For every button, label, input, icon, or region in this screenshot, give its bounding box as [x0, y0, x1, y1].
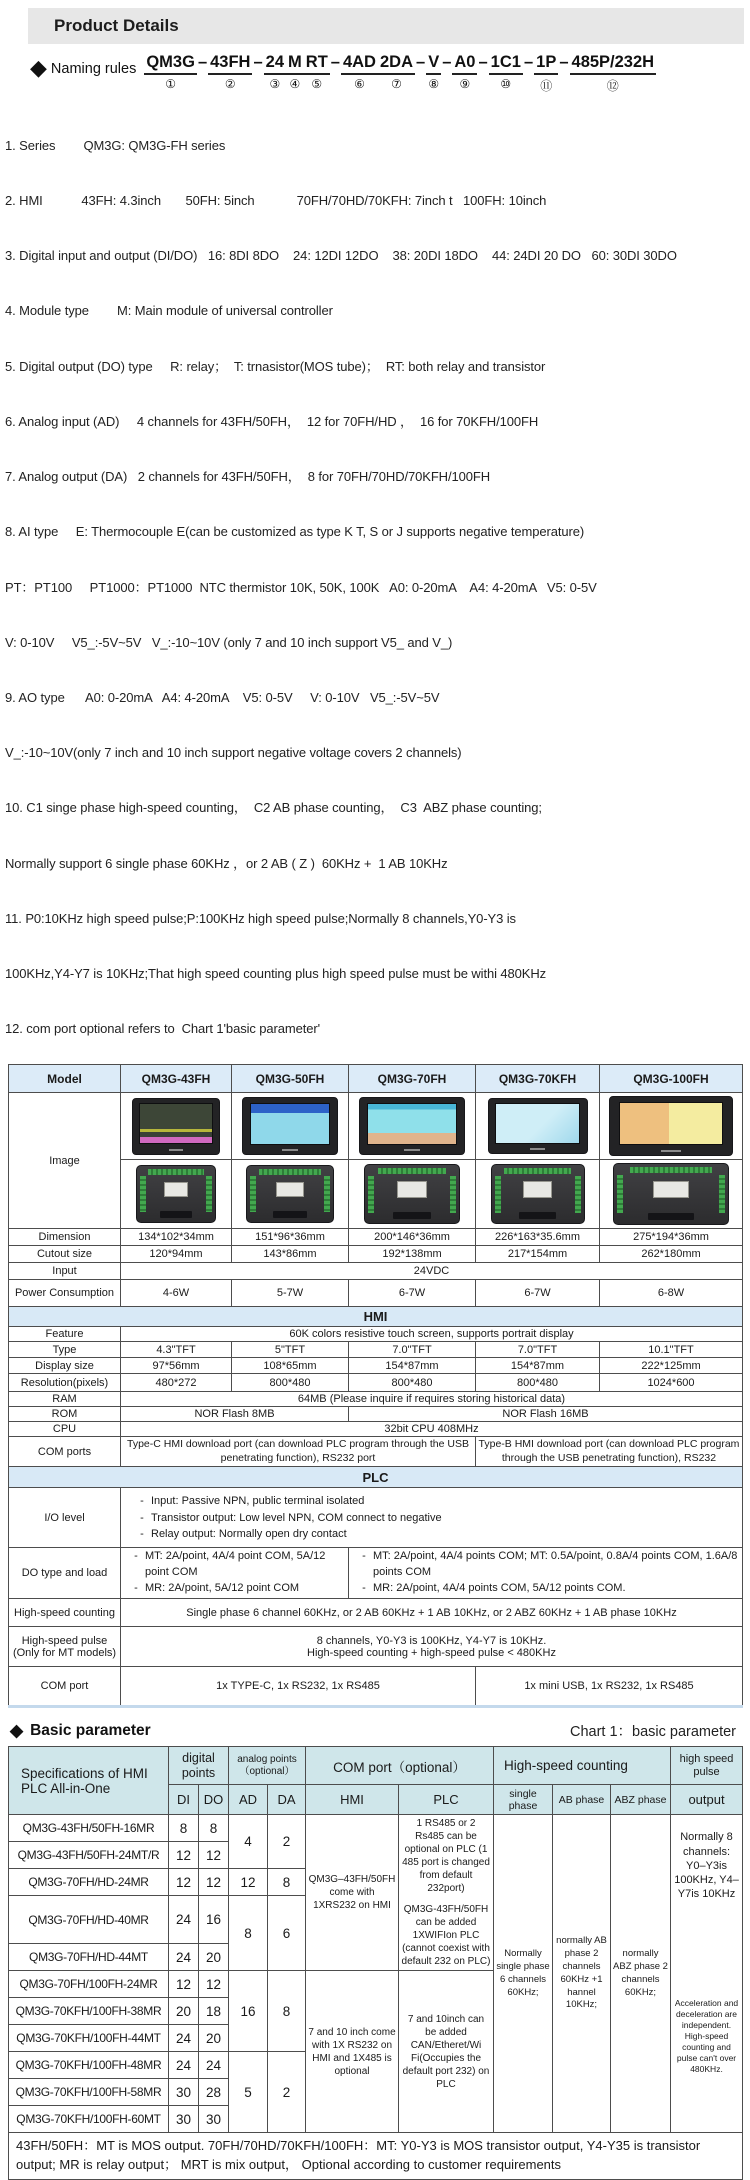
rule-line: 3. Digital input and output (DI/DO) 16: 8DI 8DO 24: 12DI 12DO 38: 20DI 18DO 44: 24DI 20 DO 60: 30DI 30DO — [5, 248, 677, 264]
do-value: 30 — [199, 2106, 229, 2133]
segment-number: ④ — [289, 77, 301, 91]
di-value: 24 — [169, 1896, 199, 1944]
di-value: 12 — [169, 1971, 199, 1998]
dimension-value: 275*194*36mm — [600, 1229, 743, 1246]
hmi-note-small-models: QM3G–43FH/50FH come with 1XRS232 on HMI — [306, 1815, 399, 1971]
resolution-row — [9, 1374, 743, 1392]
segment-text: RT — [304, 53, 330, 75]
dimension-label: Dimension — [9, 1229, 121, 1246]
hmi-header: HMI — [306, 1785, 399, 1815]
display-size-value: 222*125mm — [600, 1358, 743, 1374]
rule-line: PT：PT100 PT1000：PT1000 NTC thermistor 10K, 50K, 100K A0: 0-20mA A4: 4-20mA V5: 0-5V — [5, 579, 597, 595]
dimension-value: 134*102*34mm — [121, 1229, 232, 1246]
di-value: 8 — [169, 1815, 199, 1842]
segment-text: A0 — [452, 53, 477, 75]
cutout-row — [9, 1246, 743, 1263]
rule-line: 6. Analog input (AD) 4 channels for 43FH/50FH， 12 for 70FH/HD ， 16 for 70KFH/100FH — [5, 413, 539, 429]
bullet-dash: - — [140, 1495, 144, 1508]
model-name: QM3G-70FH/HD-44MT — [9, 1944, 169, 1971]
model-name: QM3G-70FH/HD-24MR — [9, 1869, 169, 1896]
table-row — [9, 1815, 743, 1842]
model-header-label: Model — [9, 1065, 121, 1093]
segment-number: ⑫ — [606, 79, 619, 93]
cpu-row — [9, 1422, 743, 1437]
rule-line: 4. Module type M: Main module of universal controller — [5, 303, 333, 319]
spec-header: Specifications of HMI PLC All-in-One — [9, 1747, 169, 1815]
di-value: 12 — [169, 1842, 199, 1869]
segment-number: ⑩ — [500, 77, 512, 91]
ram-value: 64MB (Please inquire if requires storing historical data) — [121, 1392, 743, 1407]
do-type-right — [349, 1548, 743, 1599]
rom-label: ROM — [9, 1407, 121, 1422]
dimension-value: 151*96*36mm — [232, 1229, 349, 1246]
hsp-row — [9, 1627, 743, 1667]
display-size-value: 97*56mm — [121, 1358, 232, 1374]
hmi-note-large-models: 7 and 10 inch come with 1X RS232 on HMI and 1X485 is optional — [306, 1971, 399, 2133]
naming-dash: – — [416, 53, 426, 71]
bullet-dash: - — [362, 1582, 366, 1595]
high-speed-counting-header: High-speed counting — [494, 1747, 671, 1785]
plc-note-large-models: 7 and 10inch can be added CAN/Etheret/Wi Fi(Occupies the default port 232) on PLC — [399, 1971, 494, 2133]
do-bullet — [123, 1581, 346, 1597]
device-back-photo-70kfh — [476, 1160, 600, 1229]
ad-value: 16 — [229, 1971, 268, 2052]
display-size-label: Display size — [9, 1358, 121, 1374]
resolution-value: 800*480 — [349, 1374, 476, 1392]
hsp-value — [121, 1627, 743, 1667]
da-value: 2 — [268, 1815, 306, 1869]
rule-line: V: 0-10V V5_:-5V~5V V_:-10~10V (only 7 and 10 inch support V5_ and V_) — [5, 634, 453, 650]
rule-line: 8. AI type E: Thermocouple E(can be customized as type K T, S or J supports negative temperature) — [5, 524, 585, 540]
hsp-label: High-speed pulse (Only for MT models) — [9, 1627, 121, 1667]
segment-number: ① — [165, 77, 177, 91]
model-header-70fh: QM3G-70FH — [349, 1065, 476, 1093]
segment-text: QM3G — [144, 53, 197, 75]
feature-row — [9, 1327, 743, 1342]
di-value: 20 — [169, 1998, 199, 2025]
high-speed-pulse-header: high speed pulse — [671, 1747, 743, 1785]
input-label: Input — [9, 1263, 121, 1280]
do-value: 18 — [199, 1998, 229, 2025]
io-bullet — [123, 1510, 740, 1527]
plc-note-paragraph: QM3G-43FH/50FH can be added 1XWIFIon PLC (cannot coexist with default 232 on PLC) — [401, 1904, 491, 1968]
power-value: 6-7W — [349, 1280, 476, 1307]
bullet-dash: - — [140, 1511, 144, 1524]
dimension-value: 200*146*36mm — [349, 1229, 476, 1246]
segment-text: 1C1 — [489, 53, 523, 75]
segment-number: ⑧ — [428, 77, 440, 91]
cutout-value: 262*180mm — [600, 1246, 743, 1263]
segment-text: 485P/232H — [570, 53, 657, 75]
io-level-row — [9, 1488, 743, 1548]
io-level-label: I/O level — [9, 1488, 121, 1548]
display-size-row — [9, 1358, 743, 1374]
naming-segment — [264, 53, 286, 91]
di-value: 12 — [169, 1869, 199, 1896]
do-value: 20 — [199, 2025, 229, 2052]
naming-dash: – — [523, 53, 534, 71]
segment-number: ② — [224, 77, 236, 91]
power-value: 6-8W — [600, 1280, 743, 1307]
do-bullet — [351, 1549, 740, 1581]
single-phase-header: single phase — [494, 1785, 553, 1815]
resolution-value: 800*480 — [232, 1374, 349, 1392]
model-name: QM3G-70FH/HD-40MR — [9, 1896, 169, 1944]
plc-com-row — [9, 1667, 743, 1707]
da-header: DA — [268, 1785, 306, 1815]
naming-segment — [341, 53, 378, 91]
do-type-left — [121, 1548, 349, 1599]
naming-dash: – — [253, 53, 263, 71]
output-note — [671, 1815, 743, 2133]
analog-points-header: analog points （optional） — [229, 1747, 306, 1785]
do-bullet-text: MT: 2A/point, 4A/4 point COM, 5A/12 point COM — [145, 1550, 326, 1579]
basic-parameter-heading-row — [10, 1720, 736, 1741]
rule-line: 100KHz,Y4-Y7 is 10KHz;That high speed counting plus high speed pulse must be withi 480KHz — [5, 966, 547, 982]
model-name: QM3G-70KFH/100FH-38MR — [9, 1998, 169, 2025]
model-name: QM3G-70FH/100FH-24MR — [9, 1971, 169, 1998]
naming-dash: – — [197, 53, 208, 71]
input-value: 24VDC — [121, 1263, 743, 1280]
device-front-photo-70fh — [349, 1093, 476, 1160]
naming-segment — [426, 53, 441, 91]
di-value: 30 — [169, 2079, 199, 2106]
do-header: DO — [199, 1785, 229, 1815]
io-bullet-text: Input: Passive NPN, public terminal isolated — [151, 1495, 365, 1508]
com-ports-label: COM ports — [9, 1437, 121, 1467]
do-value: 24 — [199, 2052, 229, 2079]
chart1-caption: Chart 1：basic parameter — [569, 1724, 736, 1741]
power-row — [9, 1280, 743, 1307]
cutout-label: Cutout size — [9, 1246, 121, 1263]
naming-segment — [286, 53, 304, 91]
hsp-line1: 8 channels, Y0-Y3 is 100KHz, Y4-Y7 is 10KHz. — [316, 1634, 547, 1647]
feature-label: Feature — [9, 1327, 121, 1342]
type-row — [9, 1342, 743, 1358]
power-value: 5-7W — [232, 1280, 349, 1307]
ad-value: 5 — [229, 2052, 268, 2133]
segment-text: V — [426, 53, 441, 75]
page-title: Product Details — [28, 8, 744, 44]
power-label: Power Consumption — [9, 1280, 121, 1307]
cpu-label: CPU — [9, 1422, 121, 1437]
do-type-row — [9, 1548, 743, 1599]
rule-line: 12. com port optional refers to Chart 1'basic parameter' — [5, 1021, 321, 1037]
naming-code — [144, 53, 656, 94]
segment-text: 2DA — [378, 53, 415, 75]
di-value: 24 — [169, 2052, 199, 2079]
basic-header-group-row — [9, 1747, 743, 1785]
segment-number: ⑦ — [391, 77, 402, 91]
cutout-value: 217*154mm — [476, 1246, 600, 1263]
bullet-dash: - — [362, 1550, 366, 1563]
io-bullet-text: Relay output: Normally open dry contact — [151, 1528, 347, 1541]
single-phase-note: Normally single phase 6 channels 60KHz; — [494, 1815, 553, 2133]
footnote-row — [9, 2133, 743, 2180]
input-row — [9, 1263, 743, 1280]
naming-segment — [144, 53, 197, 91]
type-value: 10.1"TFT — [600, 1342, 743, 1358]
dimension-value: 226*163*35.6mm — [476, 1229, 600, 1246]
da-value: 8 — [268, 1869, 306, 1896]
segment-number: ⑤ — [311, 77, 323, 91]
do-value: 20 — [199, 1944, 229, 1971]
segment-number: ⑨ — [459, 77, 471, 91]
naming-dash: – — [478, 53, 488, 71]
segment-number: ⑥ — [354, 77, 365, 91]
naming-rule-list — [5, 100, 748, 1057]
do-bullet-text: MR: 2A/point, 5A/12 point COM — [145, 1582, 300, 1595]
cutout-value: 143*86mm — [232, 1246, 349, 1263]
plc-header: PLC — [399, 1785, 494, 1815]
device-back-photo-100fh — [600, 1160, 743, 1229]
segment-text: 43FH — [208, 53, 252, 75]
plc-section-band — [9, 1467, 743, 1488]
hsp-line2: High-speed counting + high-speed pulse < 480KHz — [307, 1646, 556, 1659]
naming-rules-row — [30, 53, 750, 94]
rule-line: 9. AO type A0: 0-20mA A4: 4-20mA V5: 0-5V V: 0-10V V5_:-5V~5V — [5, 690, 440, 705]
cutout-value: 192*138mm — [349, 1246, 476, 1263]
type-value: 5"TFT — [232, 1342, 349, 1358]
do-bullet-text: MR: 2A/point, 4A/4 points COM, 5A/12 points COM. — [373, 1582, 626, 1595]
image-row-label: Image — [9, 1093, 121, 1229]
model-comparison-table — [8, 1064, 743, 1708]
do-bullet-text: MT: 2A/point, 4A/4 points COM; MT: 0.5A/point, 0.8A/4 points COM, 1.6A/8 points COM — [373, 1550, 738, 1579]
do-type-label: DO type and load — [9, 1548, 121, 1599]
rom-right-value: NOR Flash 16MB — [349, 1407, 743, 1422]
hmi-section-band — [9, 1307, 743, 1327]
naming-segment — [304, 53, 330, 91]
da-value: 2 — [268, 2052, 306, 2133]
display-size-value: 108*65mm — [232, 1358, 349, 1374]
image-front-row — [9, 1093, 743, 1160]
rom-row — [9, 1407, 743, 1422]
da-value: 8 — [268, 1971, 306, 2052]
segment-text: 4AD — [341, 53, 378, 75]
plc-com-left: 1x TYPE-C, 1x RS232, 1x RS485 — [121, 1667, 476, 1707]
hsc-label: High-speed counting — [9, 1599, 121, 1627]
model-name: QM3G-70KFH/100FH-44MT — [9, 2025, 169, 2052]
device-front-photo-50fh — [232, 1093, 349, 1160]
plc-com-label: COM port — [9, 1667, 121, 1707]
di-value: 30 — [169, 2106, 199, 2133]
io-bullet-text: Transistor output: Low level NPN, COM connect to negative — [151, 1511, 442, 1524]
com-ports-left: Type-C HMI download port (can download PLC program through the USB penetrating function), RS232 port — [121, 1437, 476, 1467]
type-value: 7.0"TFT — [476, 1342, 600, 1358]
di-value: 24 — [169, 1944, 199, 1971]
output-note-bottom: Acceleration and deceleration are independent. High-speed counting and pulse can't over 480KHz. — [674, 1997, 739, 2074]
model-header-43fh: QM3G-43FH — [121, 1065, 232, 1093]
basic-parameter-title — [10, 1721, 151, 1741]
model-header-row — [9, 1065, 743, 1093]
ad-header: AD — [229, 1785, 268, 1815]
com-ports-right: Type-B HMI download port (can download PLC program through the USB penetrating function), RS232 — [476, 1437, 743, 1467]
rule-line: 2. HMI 43FH: 4.3inch 50FH: 5inch 70FH/70HD/70KFH: 7inch t 100FH: 10inch — [5, 193, 547, 209]
naming-segment — [208, 53, 252, 91]
abz-phase-note: normally ABZ phase 2 channels 60KHz; — [611, 1815, 671, 2133]
footnote-text: 43FH/50FH：MT is MOS output. 70FH/70HD/70KFH/100FH：MT: Y0-Y3 is MOS transistor output, Y4-Y35 is transistor output; MR is relay output； MRT is mix output， Optional according to customer requirements — [9, 2133, 743, 2180]
rule-line: 7. Analog output (DA) 2 channels for 43FH/50FH， 8 for 70FH/70HD/70KFH/100FH — [5, 469, 490, 485]
io-level-value — [121, 1488, 743, 1548]
bullet-dash: - — [134, 1550, 138, 1563]
hsc-row — [9, 1599, 743, 1627]
do-value: 8 — [199, 1815, 229, 1842]
ram-label: RAM — [9, 1392, 121, 1407]
hsc-value: Single phase 6 channel 60KHz, or 2 AB 60KHz + 1 AB 10KHz, or 2 ABZ 60KHz + 1 AB phase 10KHz — [121, 1599, 743, 1627]
digital-points-header: digital points — [169, 1747, 229, 1785]
output-header: output — [671, 1785, 743, 1815]
naming-segment — [570, 53, 657, 94]
rule-line: 10. C1 singe phase high-speed counting， C2 AB phase counting， C3 ABZ phase counting; — [5, 800, 542, 816]
basic-parameter-table — [8, 1746, 743, 2180]
di-value: 24 — [169, 2025, 199, 2052]
com-port-header: COM port（optional） — [306, 1747, 494, 1785]
model-name: QM3G-70KFH/100FH-60MT — [9, 2106, 169, 2133]
rule-line: 5. Digital output (DO) type R: relay； T: trnasistor(MOS tube)； RT: both relay and transistor — [5, 358, 546, 374]
do-bullet — [351, 1581, 740, 1597]
cutout-value: 120*94mm — [121, 1246, 232, 1263]
plc-com-right: 1x mini USB, 1x RS232, 1x RS485 — [476, 1667, 743, 1707]
segment-text: M — [286, 53, 304, 75]
cpu-value: 32bit CPU 408MHz — [121, 1422, 743, 1437]
diamond-icon: ◆ — [30, 55, 47, 80]
rule-line: V_:-10~10V(only 7 inch and 10 inch support negative voltage covers 2 channels) — [5, 745, 462, 761]
da-value: 6 — [268, 1896, 306, 1971]
com-ports-row — [9, 1437, 743, 1467]
rule-line: 11. P0:10KHz high speed pulse;P:100KHz high speed pulse;Normally 8 channels,Y0-Y3 is — [5, 910, 516, 926]
naming-segment — [378, 53, 415, 91]
naming-segment — [489, 53, 523, 91]
segment-text: 1P — [534, 53, 558, 75]
naming-dash: – — [330, 53, 340, 71]
model-header-70kfh: QM3G-70KFH — [476, 1065, 600, 1093]
model-name: QM3G-43FH/50FH-16MR — [9, 1815, 169, 1842]
rule-line: Normally support 6 single phase 60KHz ，or 2 AB ( Z ) 60KHz + 1 AB 10KHz — [5, 855, 448, 871]
io-bullet — [123, 1493, 740, 1510]
do-value: 12 — [199, 1842, 229, 1869]
basic-parameter-title-text: Basic parameter — [30, 1722, 151, 1740]
power-value: 4-6W — [121, 1280, 232, 1307]
ab-phase-header: AB phase — [553, 1785, 611, 1815]
diamond-icon: ◆ — [10, 1721, 24, 1741]
rom-left-value: NOR Flash 8MB — [121, 1407, 349, 1422]
naming-dash: – — [559, 53, 569, 71]
io-bullet — [123, 1526, 740, 1543]
device-back-photo-50fh — [232, 1160, 349, 1229]
device-front-photo-100fh — [600, 1093, 743, 1160]
resolution-value: 800*480 — [476, 1374, 600, 1392]
plc-note-small-models — [399, 1815, 494, 1971]
resolution-value: 1024*600 — [600, 1374, 743, 1392]
naming-segment — [534, 53, 558, 94]
do-value: 12 — [199, 1971, 229, 1998]
do-bullet — [123, 1549, 346, 1581]
ram-row — [9, 1392, 743, 1407]
segment-number: ⑪ — [540, 79, 553, 93]
type-value: 7.0"TFT — [349, 1342, 476, 1358]
do-value: 16 — [199, 1896, 229, 1944]
dimension-row — [9, 1229, 743, 1246]
type-value: 4.3"TFT — [121, 1342, 232, 1358]
di-header: DI — [169, 1785, 199, 1815]
display-size-value: 154*87mm — [476, 1358, 600, 1374]
power-value: 6-7W — [476, 1280, 600, 1307]
ad-value: 12 — [229, 1869, 268, 1896]
bullet-dash: - — [140, 1528, 144, 1541]
resolution-value: 480*272 — [121, 1374, 232, 1392]
plc-note-paragraph: 1 RS485 or 2 Rs485 can be optional on PLC (1 485 port is changed from default 232port) — [402, 1818, 490, 1895]
device-back-photo-43fh — [121, 1160, 232, 1229]
device-front-photo-43fh — [121, 1093, 232, 1160]
plc-band-title: PLC — [9, 1467, 743, 1488]
output-note-top: Normally 8 channels: Y0–Y3is 100KHz, Y4–Y7is 10KHz — [674, 1831, 739, 1901]
feature-value: 60K colors resistive touch screen, supports portrait display — [121, 1327, 743, 1342]
bullet-dash: - — [134, 1582, 138, 1595]
ad-value: 4 — [229, 1815, 268, 1869]
abz-phase-header: ABZ phase — [611, 1785, 671, 1815]
model-header-100fh: QM3G-100FH — [600, 1065, 743, 1093]
model-name: QM3G-70KFH/100FH-58MR — [9, 2079, 169, 2106]
model-name: QM3G-70KFH/100FH-48MR — [9, 2052, 169, 2079]
naming-dash: – — [442, 53, 452, 71]
naming-rules-label: Naming rules — [50, 61, 137, 77]
ad-value: 8 — [229, 1896, 268, 1971]
segment-text: 24 — [264, 53, 286, 75]
segment-number: ③ — [269, 77, 281, 91]
type-label: Type — [9, 1342, 121, 1358]
device-back-photo-70fh — [349, 1160, 476, 1229]
naming-segment — [452, 53, 477, 91]
do-value: 28 — [199, 2079, 229, 2106]
do-value: 12 — [199, 1869, 229, 1896]
device-front-photo-70kfh — [476, 1093, 600, 1160]
model-name: QM3G-43FH/50FH-24MT/R — [9, 1842, 169, 1869]
display-size-value: 154*87mm — [349, 1358, 476, 1374]
resolution-label: Resolution(pixels) — [9, 1374, 121, 1392]
rule-line: 1. Series QM3G: QM3G-FH series — [5, 137, 226, 153]
hmi-band-title: HMI — [9, 1307, 743, 1327]
ab-phase-note: normally AB phase 2 channels 60KHz +1 hannel 10KHz; — [553, 1815, 611, 2133]
model-header-50fh: QM3G-50FH — [232, 1065, 349, 1093]
